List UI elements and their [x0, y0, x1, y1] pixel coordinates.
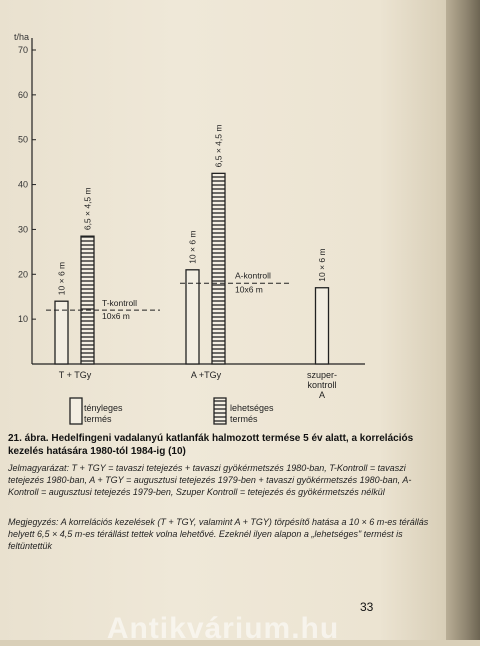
category-label-line: kontroll: [307, 380, 337, 390]
book-spine: [446, 0, 480, 640]
legend-swatch-potential: [214, 398, 226, 424]
y-tick-label: 60: [17, 89, 28, 100]
y-axis-unit: t/ha: [14, 32, 30, 42]
bar-label: 6,5 × 4,5 m: [82, 187, 93, 231]
figure-caption: 21. ábra. Hedelfingeni vadalanyú katlanfák halmozott termése 5 év alatt, a korrelációs kezelés hatására 1980-tól 1984-ig (10): [8, 433, 414, 457]
category-label: A +TGy: [190, 370, 222, 380]
y-tick-label: 20: [17, 269, 28, 280]
watermark: Antikvárium.hu: [106, 612, 340, 645]
legend-label-potential: lehetséges termés: [230, 403, 274, 424]
y-tick-label: 30: [17, 224, 28, 235]
bar-potential: [212, 173, 225, 364]
legend-explanation: Jelmagyarázat: T + TGY = tavaszi tetejezés + tavaszi gyökérmetszés 1980-ban, T-Kontroll = tavaszi tetejezés 1980-ban, A + TGY = augusztusi tetejezés 1979-ben + tavaszi gyökérmetszés 1980-ban, A-Kontroll = augusztusi tetejezés 1979-ben, Szuper Kontroll = tetejezés és gyökérmetszés nélkül: [8, 463, 412, 497]
bar-label: 6,5 × 4,5 m: [213, 124, 224, 168]
bar-label: 10 × 6 m: [56, 261, 67, 296]
category-label-line: szuper-: [306, 370, 338, 380]
footnote: Megjegyzés: A korrelációs kezelések (T + TGY, valamint A + TGY) törpésítő hatása a 10 × 6 m-es térállás helyett 6,5 × 4,5 m-es térállást tettek volna lehetővé. Ezeknél ilyen alapon a „lehetséges" termést is feltüntettük: [8, 517, 429, 551]
category-label-line: A: [318, 390, 326, 400]
y-tick-label: 40: [17, 179, 28, 190]
bar-actual: [316, 288, 329, 364]
reference-label: 10x6 m: [102, 311, 130, 322]
bar-actual: [186, 270, 199, 364]
page-number: 33: [360, 600, 374, 614]
bar-label: 10 × 6 m: [187, 230, 198, 264]
category-label: T + TGy: [58, 370, 92, 380]
reference-label: T-kontroll: [102, 298, 137, 309]
bar-label: 10 × 6 m: [317, 248, 327, 282]
legend-swatch-actual: [70, 398, 82, 424]
bar-potential: [81, 236, 94, 364]
reference-label: 10x6 m: [235, 284, 263, 295]
y-tick-label: 50: [17, 134, 28, 145]
y-tick-label: 10: [17, 314, 28, 325]
y-tick-label: 70: [17, 45, 28, 55]
reference-label: A-kontroll: [235, 270, 271, 281]
legend-label-actual: tényleges termés: [84, 403, 123, 424]
